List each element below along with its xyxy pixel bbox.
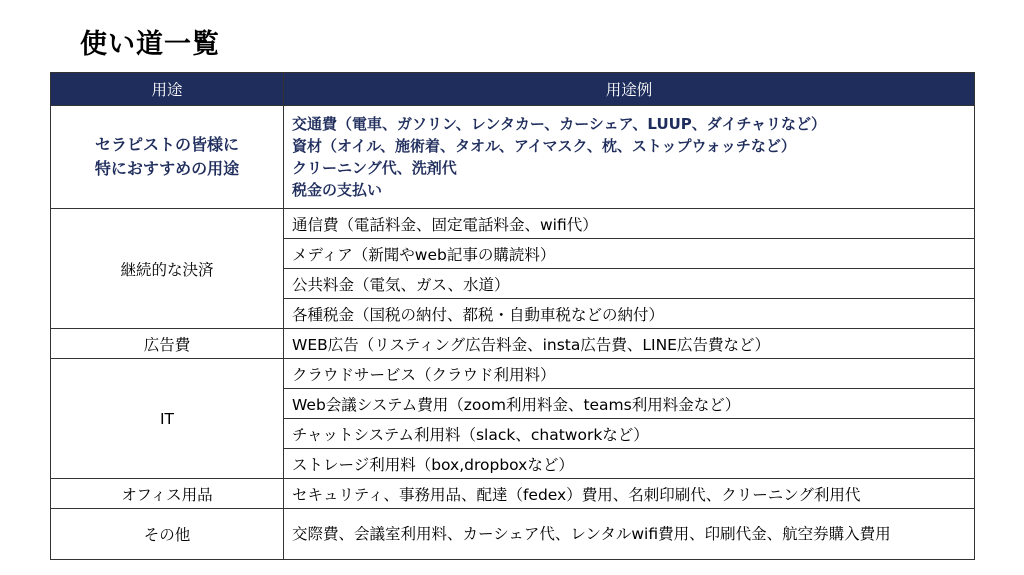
category-label-line: 特におすすめの用途 — [94, 159, 240, 178]
table-row — [51, 479, 975, 509]
example-cell: ストレージ利用料（box,dropboxなど） — [284, 449, 975, 479]
category-label-line: セラピストの皆様に — [94, 135, 239, 154]
page-title: 使い道一覧 — [80, 29, 220, 60]
category-cell-ads: 広告費 — [51, 329, 284, 359]
category-cell-office: オフィス用品 — [51, 479, 284, 509]
example-cell-highlight — [284, 106, 975, 209]
example-cell: Web会議システム費用（zoom利用料金、teams利用料金など） — [284, 389, 975, 419]
table-row-highlight — [51, 106, 975, 209]
example-item: クリーニング代、洗剤代 — [292, 159, 457, 177]
table-row — [51, 359, 975, 389]
category-cell-it: IT — [51, 359, 284, 479]
example-cell: 交際費、会議室利用料、カーシェア代、レンタルwifi費用、印刷代金、航空券購入費用 — [284, 509, 975, 560]
example-cell: メディア（新聞やweb記事の購読料） — [284, 239, 975, 269]
example-item: 交通費（電車、ガソリン、レンタカー、カーシェア、LUUP、ダイチャリなど） — [292, 115, 827, 133]
category-cell-other: その他 — [51, 509, 284, 560]
category-cell-continuous: 継続的な決済 — [51, 209, 284, 329]
example-cell: WEB広告（リスティング広告料金、insta広告費、LINE広告費など） — [284, 329, 975, 359]
example-cell: 通信費（電話料金、固定電話料金、wifi代） — [284, 209, 975, 239]
header-category: 用途 — [51, 73, 284, 106]
example-cell: チャットシステム利用料（slack、chatworkなど） — [284, 419, 975, 449]
example-cell: 公共料金（電気、ガス、水道） — [284, 269, 975, 299]
header-examples: 用途例 — [284, 73, 975, 106]
example-cell: 各種税金（国税の納付、都税・自動車税などの納付） — [284, 299, 975, 329]
table-row — [51, 329, 975, 359]
category-cell-highlight — [51, 106, 284, 209]
usage-table — [50, 72, 975, 560]
example-cell: クラウドサービス（クラウド利用料） — [284, 359, 975, 389]
example-cell: セキュリティ、事務用品、配達（fedex）費用、名刺印刷代、クリーニング利用代 — [284, 479, 975, 509]
table-header-row — [51, 73, 975, 106]
example-item: 資材（オイル、施術着、タオル、アイマスク、枕、ストップウォッチなど） — [292, 137, 796, 155]
table-row — [51, 209, 975, 239]
table-row — [51, 509, 975, 560]
example-item: 税金の支払い — [292, 181, 383, 199]
